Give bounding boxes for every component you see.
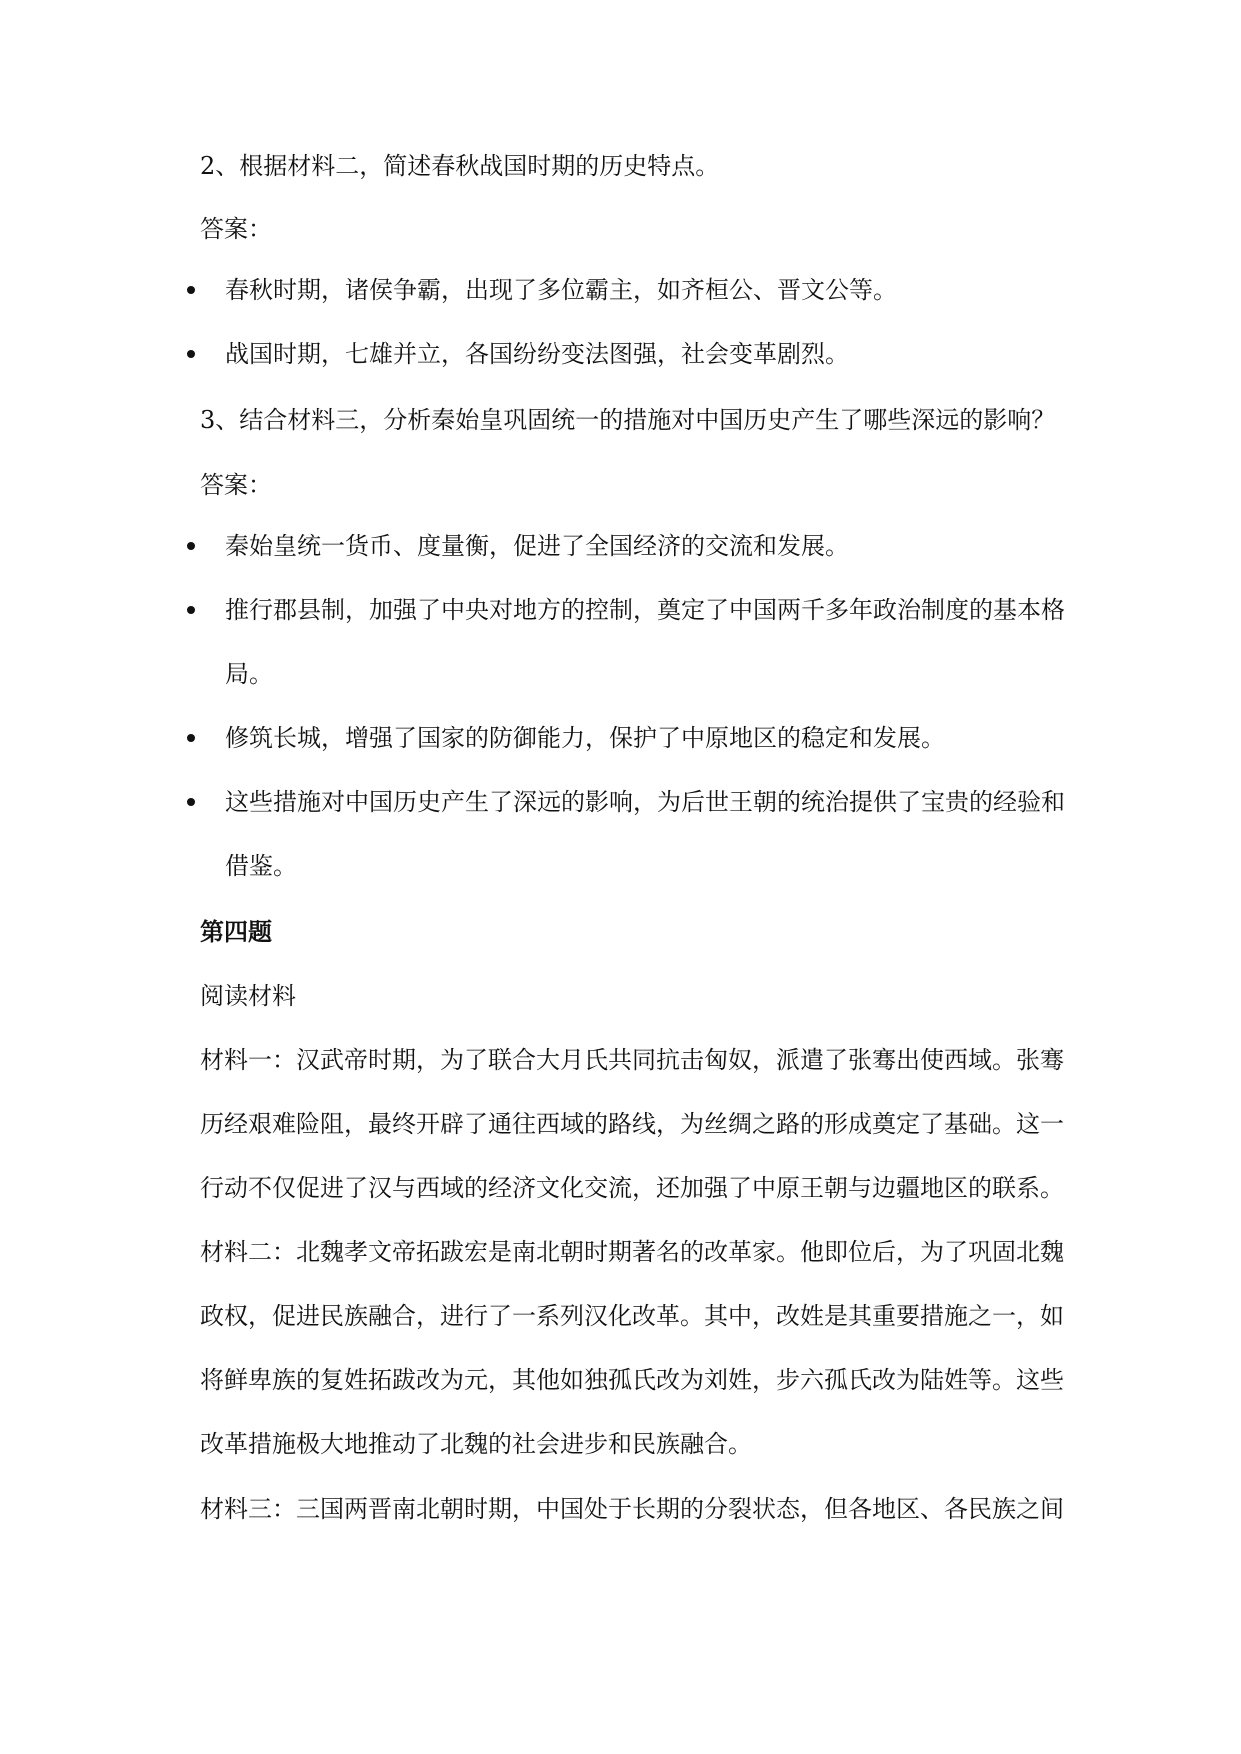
q2-answer-item: 战国时期，七雄并立，各国纷纷变法图强，社会变革剧烈。 bbox=[225, 340, 849, 368]
material2-line: 将鲜卑族的复姓拓跋改为元，其他如独孤氏改为刘姓，步六孤氏改为陆姓等。这些 bbox=[200, 1366, 1064, 1394]
bullet-icon bbox=[187, 606, 195, 614]
bullet-icon bbox=[187, 734, 195, 742]
material2-line: 材料二：北魏孝文帝拓跋宏是南北朝时期著名的改革家。他即位后，为了巩固北魏 bbox=[200, 1238, 1064, 1266]
bullet-icon bbox=[187, 350, 195, 358]
q3-answer-item-continuation: 借鉴。 bbox=[225, 852, 297, 880]
material3-line: 材料三：三国两晋南北朝时期，中国处于长期的分裂状态，但各地区、各民族之间 bbox=[200, 1495, 1064, 1523]
q4-read-label: 阅读材料 bbox=[200, 982, 296, 1010]
q3-answer-item-continuation: 局。 bbox=[225, 660, 273, 688]
q3-answer-label: 答案： bbox=[200, 471, 272, 499]
bullet-icon bbox=[187, 542, 195, 550]
bullet-icon bbox=[187, 798, 195, 806]
material1-line: 材料一：汉武帝时期，为了联合大月氏共同抗击匈奴，派遣了张骞出使西域。张骞 bbox=[200, 1046, 1064, 1074]
q3-answer-item: 修筑长城，增强了国家的防御能力，保护了中原地区的稳定和发展。 bbox=[225, 724, 945, 752]
material2-line: 政权，促进民族融合，进行了一系列汉化改革。其中，改姓是其重要措施之一，如 bbox=[200, 1302, 1064, 1330]
bullet-icon bbox=[187, 286, 195, 294]
material2-line: 改革措施极大地推动了北魏的社会进步和民族融合。 bbox=[200, 1430, 752, 1458]
q2-answer-label: 答案： bbox=[200, 215, 272, 243]
material1-line: 历经艰难险阻，最终开辟了通往西域的路线，为丝绸之路的形成奠定了基础。这一 bbox=[200, 1110, 1064, 1138]
q3-answer-item: 秦始皇统一货币、度量衡，促进了全国经济的交流和发展。 bbox=[225, 532, 849, 560]
material1-line: 行动不仅促进了汉与西域的经济文化交流，还加强了中原王朝与边疆地区的联系。 bbox=[200, 1174, 1064, 1202]
q2-question: 2、根据材料二，简述春秋战国时期的历史特点。 bbox=[200, 152, 720, 180]
q3-answer-item: 推行郡县制，加强了中央对地方的控制，奠定了中国两千多年政治制度的基本格 bbox=[225, 596, 1065, 624]
q4-heading: 第四题 bbox=[200, 917, 272, 946]
q2-answer-item: 春秋时期，诸侯争霸，出现了多位霸主，如齐桓公、晋文公等。 bbox=[225, 276, 897, 304]
q3-question: 3、结合材料三，分析秦始皇巩固统一的措施对中国历史产生了哪些深远的影响？ bbox=[200, 406, 1056, 434]
q3-answer-item: 这些措施对中国历史产生了深远的影响，为后世王朝的统治提供了宝贵的经验和 bbox=[225, 788, 1065, 816]
